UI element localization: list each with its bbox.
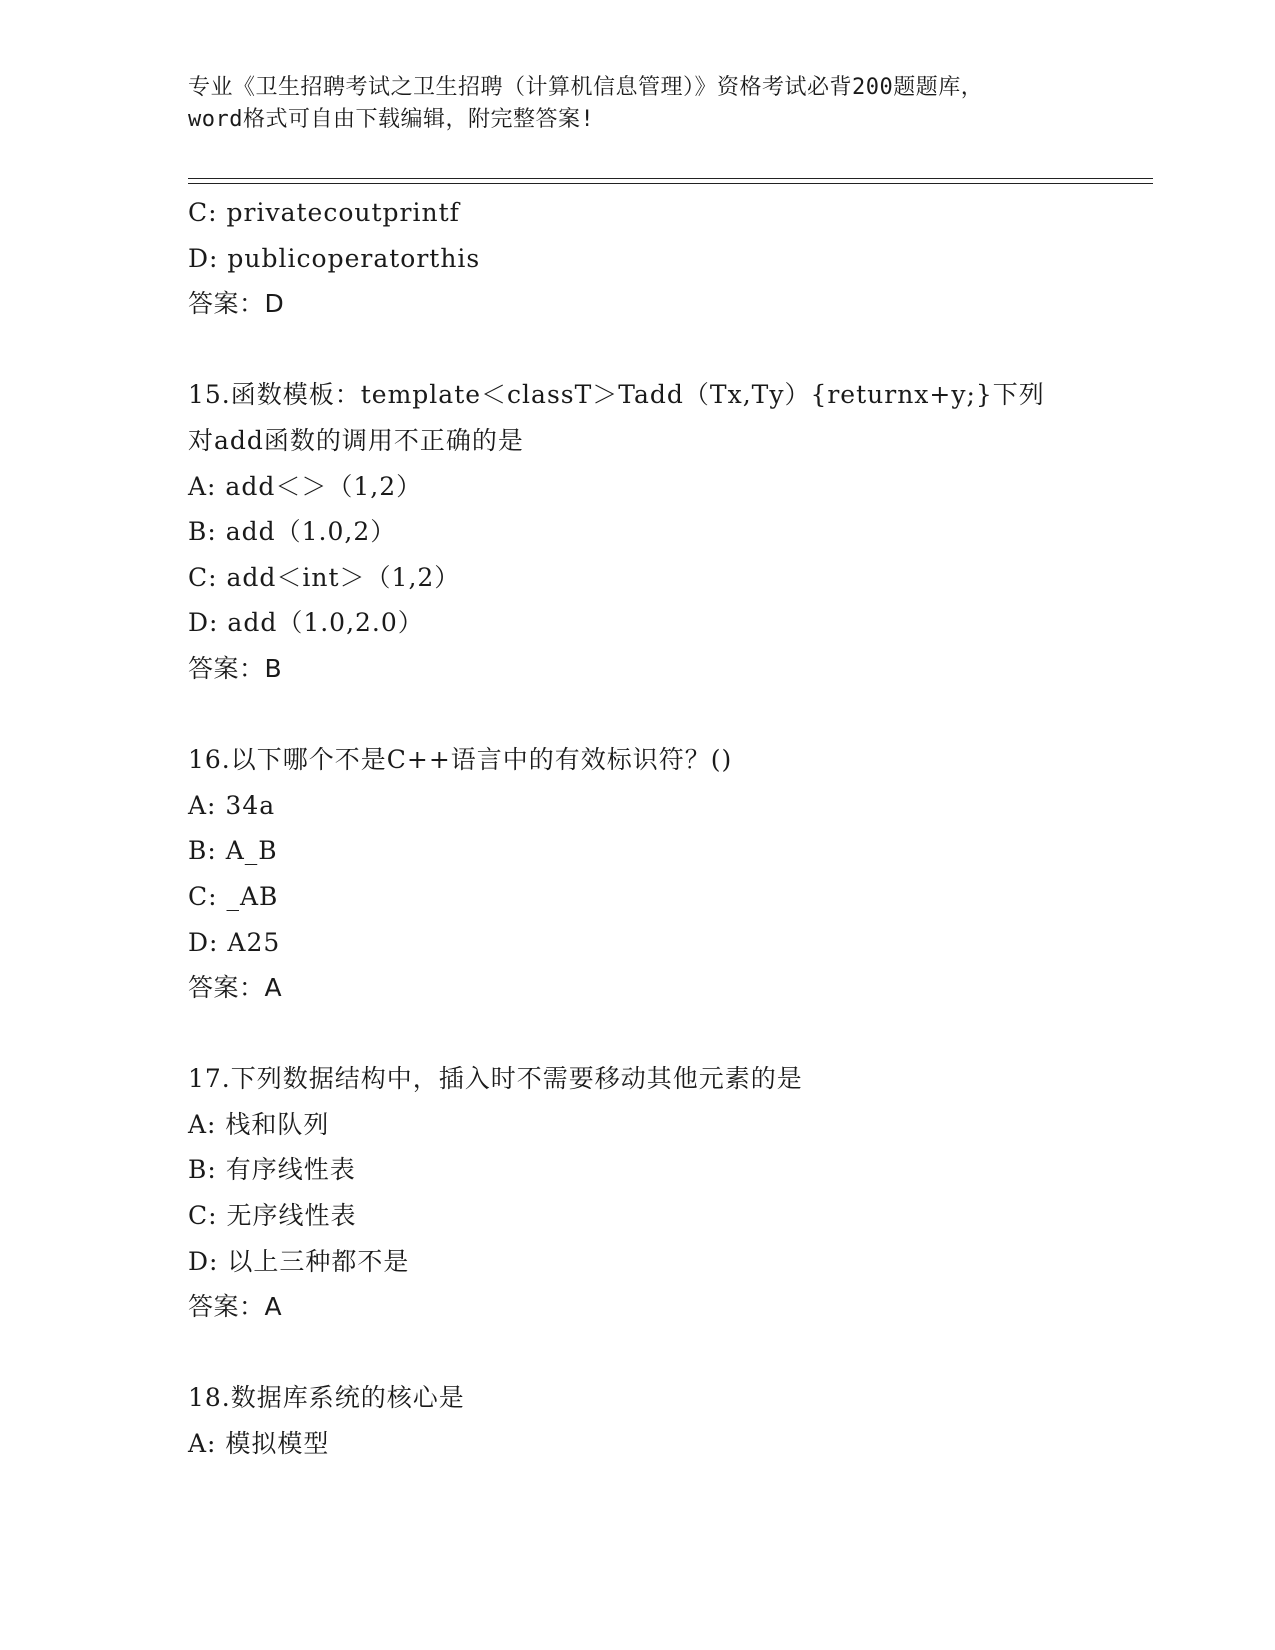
header-title-line-1: 专业《卫生招聘考试之卫生招聘（计算机信息管理）》资格考试必背200题题库， (188, 75, 984, 100)
option-a: A: add＜＞（1,2） (188, 471, 423, 501)
document-header (188, 72, 1088, 136)
spacer (188, 327, 1088, 373)
question-list (188, 190, 1088, 1467)
option-d: D: A25 (188, 927, 281, 957)
question-text: 18.数据库系统的核心是 (188, 1383, 465, 1413)
option-a: A: 34a (188, 790, 276, 820)
spacer (188, 1330, 1088, 1376)
answer-line: 答案：A (188, 973, 283, 1003)
header-divider-bottom (188, 183, 1153, 184)
question-block-17 (188, 1056, 1088, 1330)
question-text: 15.函数模板：template＜classT＞Tadd（Tx,Ty）{returnx+y;}下列 (188, 380, 1045, 410)
option-c: C: 无序线性表 (188, 1201, 357, 1231)
question-block-14 (188, 190, 1088, 327)
option-d: D: add（1.0,2.0） (188, 608, 424, 638)
answer-line: 答案：A (188, 1292, 283, 1322)
option-b: B: A_B (188, 836, 278, 866)
question-block-16 (188, 737, 1088, 1011)
header-title-line-2: word格式可自由下载编辑，附完整答案! (188, 107, 595, 132)
question-block-15 (188, 372, 1088, 691)
option-b: B: add（1.0,2） (188, 517, 397, 547)
option-c: C: privatecoutprintf (188, 198, 460, 227)
option-b: B: 有序线性表 (188, 1155, 356, 1185)
option-c: C: _AB (188, 881, 279, 911)
answer-line: 答案：D (188, 289, 285, 319)
question-text-continued: 对add函数的调用不正确的是 (188, 425, 524, 455)
option-a: A: 栈和队列 (188, 1109, 330, 1139)
question-text: 16.以下哪个不是C++语言中的有效标识符？() (188, 745, 733, 775)
header-divider-top (188, 178, 1153, 179)
question-text: 17.下列数据结构中，插入时不需要移动其他元素的是 (188, 1064, 803, 1094)
spacer (188, 1011, 1088, 1057)
option-d: D: 以上三种都不是 (188, 1246, 410, 1276)
question-block-18 (188, 1375, 1088, 1466)
option-c: C: add＜int＞（1,2） (188, 562, 461, 592)
option-a: A: 模拟模型 (188, 1429, 330, 1459)
option-d: D: publicoperatorthis (188, 243, 481, 273)
spacer (188, 692, 1088, 738)
answer-line: 答案：B (188, 653, 283, 683)
